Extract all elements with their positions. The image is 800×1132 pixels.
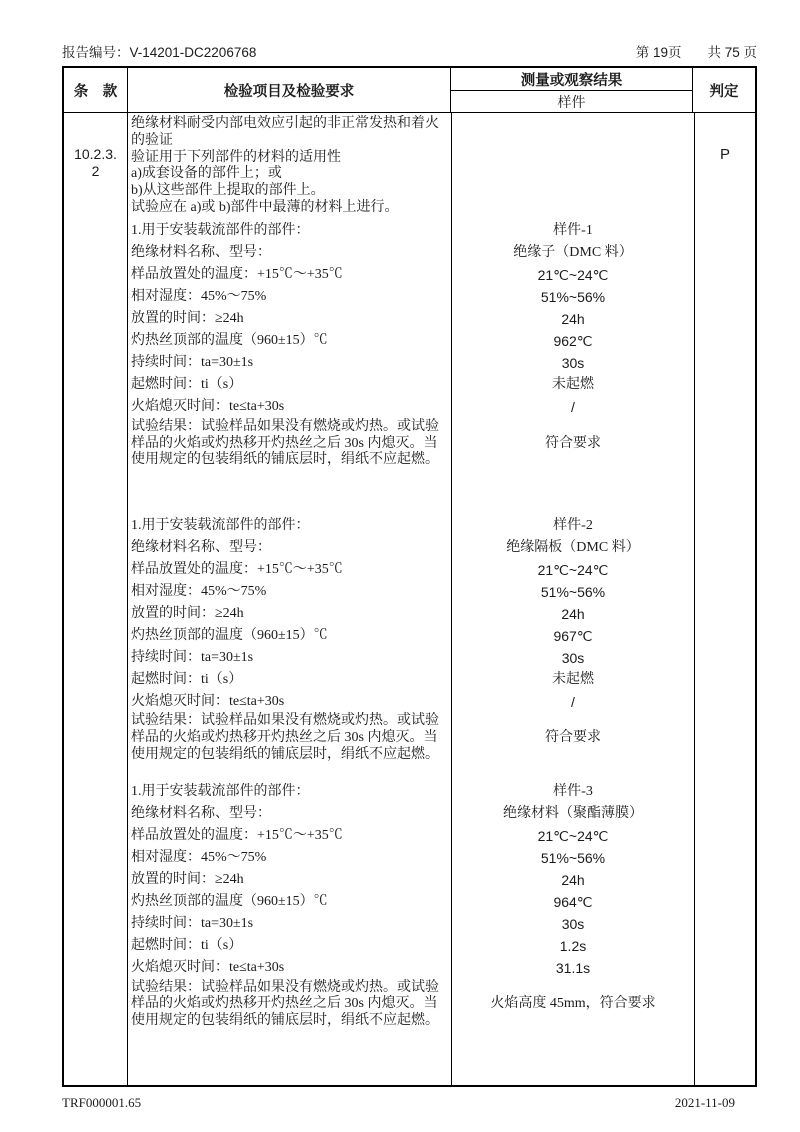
- intro-paragraph: 试验应在 a)或 b)部件中最薄的材料上进行。: [131, 199, 399, 215]
- test-block: [128, 221, 694, 469]
- test-result-value: 24h: [561, 872, 585, 889]
- test-item-label: 1.用于安装载流部件的部件：: [131, 784, 310, 800]
- verdict-value: P: [719, 146, 730, 163]
- test-item-label: 1.用于安装载流部件的部件：: [131, 223, 310, 239]
- test-item-label: 火焰熄灭时间：te≤ta+30s: [131, 960, 285, 976]
- test-result-value: 967℃: [553, 627, 593, 644]
- page-total: 共 75 页: [707, 45, 757, 60]
- test-result-value: 30s: [561, 355, 585, 372]
- test-row: [128, 243, 694, 265]
- test-row: [128, 647, 694, 669]
- intro-paragraph: a)成套设备的部件上；或: [131, 166, 282, 182]
- test-item-label: 火焰熄灭时间：te≤ta+30s: [131, 693, 285, 709]
- test-result-value: 符合要求: [545, 435, 601, 451]
- test-result-value: 样件-1: [553, 223, 593, 239]
- page-indicator: [636, 41, 757, 61]
- test-row: [128, 419, 694, 469]
- test-result-value: 未起燃: [552, 671, 594, 687]
- test-result-value: 样件-2: [553, 517, 593, 533]
- test-result-value: 21℃~24℃: [537, 561, 609, 578]
- inspection-table: [62, 66, 757, 1087]
- clause-number-cell: [64, 113, 128, 1085]
- test-row: [128, 958, 694, 980]
- test-row: [128, 625, 694, 647]
- intro-paragraph: 验证用于下列部件的材料的适用性: [131, 149, 341, 165]
- test-result-value: 31.1s: [555, 960, 591, 977]
- table-body-row: [64, 113, 755, 1085]
- test-row: [128, 804, 694, 826]
- test-result-value: 964℃: [553, 894, 593, 911]
- test-item-label: 起燃时间：ti（s）: [131, 671, 243, 687]
- test-result-value: /: [571, 693, 575, 710]
- test-row: [128, 892, 694, 914]
- test-row: [128, 331, 694, 353]
- test-result-value: 21℃~24℃: [537, 828, 609, 845]
- intro-paragraphs: [128, 115, 451, 217]
- test-row: [128, 603, 694, 625]
- content-cell: [128, 113, 694, 1085]
- test-row: [128, 669, 694, 691]
- test-item-label: 样品放置处的温度：+15℃～+35℃: [131, 561, 343, 577]
- test-item-label: 样品放置处的温度：+15℃～+35℃: [131, 267, 343, 283]
- test-row: [128, 980, 694, 1030]
- page-footer: [62, 1095, 735, 1111]
- test-result-value: 1.2s: [559, 938, 587, 955]
- test-result-value: /: [571, 399, 575, 416]
- test-item-label: 样品放置处的温度：+15℃～+35℃: [131, 828, 343, 844]
- test-result-value: 30s: [561, 649, 585, 666]
- test-item-label: 绝缘材料名称、型号：: [131, 806, 271, 822]
- test-row: [128, 375, 694, 397]
- test-row: [128, 537, 694, 559]
- test-item-label: 试验结果：试验样品如果没有燃烧或灼热。或试验样品的火焰或灼热移开灼热丝之后 30s 内熄灭。当使用规定的包装绢纸的铺底层时，绢纸不应起燃。: [131, 979, 439, 1029]
- test-result-value: 绝缘材料（聚酯薄膜）: [503, 806, 643, 822]
- clause-number-line: 2: [91, 163, 100, 179]
- test-result-value: 51%~56%: [540, 850, 606, 867]
- test-result-value: 51%~56%: [540, 289, 606, 306]
- intro-paragraph: 绝缘材料耐受内部电效应引起的非正常发热和着火的验证: [131, 116, 439, 148]
- test-item-label: 灼热丝顶部的温度（960±15）℃: [131, 333, 328, 349]
- test-item-label: 火焰熄灭时间：te≤ta+30s: [131, 399, 285, 415]
- test-row: [128, 515, 694, 537]
- test-row: [128, 914, 694, 936]
- test-item-label: 相对湿度：45%～75%: [131, 289, 267, 305]
- column-divider: [451, 113, 452, 1085]
- test-item-label: 放置的时间：≥24h: [131, 872, 244, 888]
- test-item-label: 起燃时间：ti（s）: [131, 938, 243, 954]
- test-item-label: 1.用于安装载流部件的部件：: [131, 517, 310, 533]
- test-item-label: 灼热丝顶部的温度（960±15）℃: [131, 894, 328, 910]
- column-header-sample: 样件: [557, 95, 586, 111]
- footer-date: 2021-11-09: [674, 1095, 735, 1110]
- table-header-row: [64, 68, 755, 113]
- column-header-results: [451, 68, 693, 112]
- test-row: [128, 691, 694, 713]
- test-row: [128, 309, 694, 331]
- test-row: [128, 353, 694, 375]
- test-block: [128, 782, 694, 1030]
- column-header-verdict: 判定: [709, 83, 739, 100]
- test-item-label: 放置的时间：≥24h: [131, 605, 244, 621]
- test-item-label: 持续时间：ta=30±1s: [131, 649, 254, 665]
- column-header-clause: 条 款: [64, 68, 128, 112]
- test-row: [128, 221, 694, 243]
- test-row: [128, 287, 694, 309]
- test-item-label: 起燃时间：ti（s）: [131, 377, 243, 393]
- test-result-value: 24h: [561, 605, 585, 622]
- test-item-label: 放置的时间：≥24h: [131, 311, 244, 327]
- test-row: [128, 581, 694, 603]
- test-item-label: 试验结果：试验样品如果没有燃烧或灼热。或试验样品的火焰或灼热移开灼热丝之后 30s 内熄灭。当使用规定的包装绢纸的铺底层时，绢纸不应起燃。: [131, 418, 439, 468]
- test-item-label: 灼热丝顶部的温度（960±15）℃: [131, 627, 328, 643]
- test-row: [128, 265, 694, 287]
- test-result-value: 30s: [561, 916, 585, 933]
- test-row: [128, 936, 694, 958]
- test-item-label: 绝缘材料名称、型号：: [131, 539, 271, 555]
- report-number: 报告编号：V-14201-DC2206768: [62, 45, 257, 60]
- test-row: [128, 713, 694, 763]
- test-result-value: 21℃~24℃: [537, 267, 609, 284]
- page-current: 第 19页: [635, 45, 682, 60]
- test-result-value: 24h: [561, 311, 585, 328]
- test-result-value: 绝缘子（DMC 料）: [513, 245, 633, 261]
- test-row: [128, 782, 694, 804]
- test-row: [128, 559, 694, 581]
- test-item-label: 相对湿度：45%～75%: [131, 850, 267, 866]
- clause-number-line: 10.2.3.: [74, 146, 117, 162]
- test-row: [128, 870, 694, 892]
- footer-trf-number: TRF000001.65: [62, 1095, 142, 1110]
- test-row: [128, 848, 694, 870]
- test-result-value: 样件-3: [553, 784, 593, 800]
- verdict-cell: [694, 113, 755, 1085]
- test-row: [128, 397, 694, 419]
- column-header-item: 检验项目及检验要求: [128, 68, 451, 112]
- test-item-label: 相对湿度：45%～75%: [131, 583, 267, 599]
- test-result-value: 绝缘隔板（DMC 料）: [506, 539, 640, 555]
- test-block: [128, 515, 694, 763]
- test-item-label: 持续时间：ta=30±1s: [131, 355, 254, 371]
- test-result-value: 51%~56%: [540, 583, 606, 600]
- test-result-value: 962℃: [553, 333, 593, 350]
- intro-paragraph: b)从这些部件上提取的部件上。: [131, 183, 325, 199]
- test-item-label: 绝缘材料名称、型号：: [131, 245, 271, 261]
- test-result-value: 火焰高度 45mm，符合要求: [490, 996, 656, 1012]
- test-item-label: 试验结果：试验样品如果没有燃烧或灼热。或试验样品的火焰或灼热移开灼热丝之后 30s 内熄灭。当使用规定的包装绢纸的铺底层时，绢纸不应起燃。: [131, 713, 439, 762]
- test-result-value: 符合要求: [545, 729, 601, 745]
- test-blocks: [128, 221, 694, 1030]
- column-header-result-title: 测量或观察结果: [451, 68, 692, 91]
- page-header: [62, 41, 757, 61]
- test-item-label: 持续时间：ta=30±1s: [131, 916, 254, 932]
- test-result-value: 未起燃: [552, 377, 594, 393]
- test-row: [128, 826, 694, 848]
